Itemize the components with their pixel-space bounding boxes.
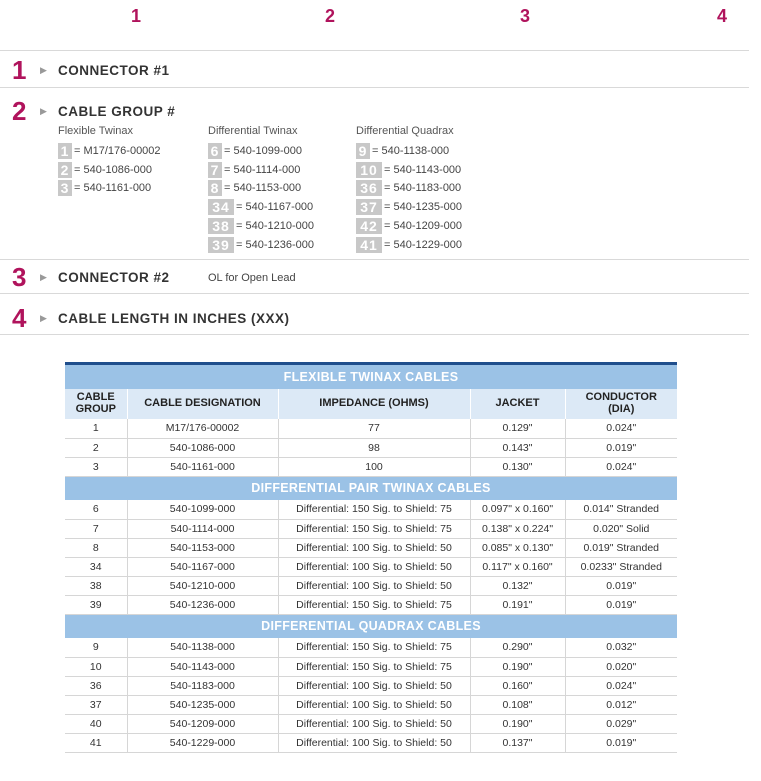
- table-cell: 36: [65, 676, 127, 695]
- group-tag: 8: [208, 180, 222, 196]
- table-cell: 34: [65, 557, 127, 576]
- group-heading-flexible-twinax: Flexible Twinax: [58, 125, 133, 137]
- table-cell: 0.012": [565, 695, 677, 714]
- table-cell: 0.129": [470, 419, 565, 438]
- group-tag: 38: [208, 218, 234, 234]
- column-header-jacket: JACKET: [470, 389, 565, 419]
- group-item: [356, 142, 449, 159]
- group-item-text: = 540-1229-000: [384, 238, 462, 251]
- group-item-text: = 540-1099-000: [224, 144, 302, 157]
- group-item: [356, 179, 461, 196]
- table-cell: Differential: 150 Sig. to Shield: 75: [278, 500, 470, 519]
- table-cell: Differential: 100 Sig. to Shield: 50: [278, 538, 470, 557]
- table-row: [65, 538, 677, 557]
- table-row: [65, 576, 677, 595]
- table-row: [65, 657, 677, 676]
- table-cell: 540-1209-000: [127, 714, 278, 733]
- table-cell: 0.014" Stranded: [565, 500, 677, 519]
- group-item: [208, 179, 301, 196]
- section-number: 3: [12, 262, 27, 292]
- group-tag: 41: [356, 237, 382, 253]
- group-item-text: = 540-1086-000: [74, 163, 152, 176]
- table-row: [65, 638, 677, 657]
- table-row: [65, 733, 677, 752]
- table-cell: 7: [65, 519, 127, 538]
- table-row: [65, 457, 677, 476]
- table-cell: 540-1099-000: [127, 500, 278, 519]
- column-number-bar: [0, 0, 761, 40]
- table-section-title: DIFFERENTIAL QUADRAX CABLES: [65, 614, 677, 638]
- group-tag: 2: [58, 162, 72, 178]
- open-lead-note: OL for Open Lead: [208, 272, 296, 284]
- table-cell: 540-1167-000: [127, 557, 278, 576]
- table-row: [65, 557, 677, 576]
- chevron-right-icon: ▶: [40, 65, 47, 75]
- table-cell: 540-1153-000: [127, 538, 278, 557]
- table-cell: Differential: 100 Sig. to Shield: 50: [278, 676, 470, 695]
- section-title: CONNECTOR #1: [58, 63, 170, 78]
- group-item: [356, 217, 462, 234]
- table-cell: 6: [65, 500, 127, 519]
- table-cell: 3: [65, 457, 127, 476]
- table-cell: 0.290": [470, 638, 565, 657]
- table-cell: Differential: 150 Sig. to Shield: 75: [278, 519, 470, 538]
- table-cell: 0.085" x 0.130": [470, 538, 565, 557]
- table-cell: 0.137": [470, 733, 565, 752]
- table-cell: 0.029": [565, 714, 677, 733]
- table-cell: 0.0233" Stranded: [565, 557, 677, 576]
- table-cell: 2: [65, 438, 127, 457]
- group-item-text: = 540-1161-000: [74, 181, 152, 194]
- column-number-4: 4: [717, 6, 728, 26]
- group-tag: 37: [356, 199, 382, 215]
- group-item-text: = 540-1235-000: [384, 200, 462, 213]
- column-number-2: 2: [325, 6, 336, 26]
- group-heading-differential-twinax: Differential Twinax: [208, 125, 298, 137]
- table-cell: 0.020": [565, 657, 677, 676]
- table-cell: 540-1161-000: [127, 457, 278, 476]
- chevron-right-icon: ▶: [40, 313, 47, 323]
- table-cell: 0.024": [565, 457, 677, 476]
- divider: [0, 293, 749, 294]
- group-tag: 6: [208, 143, 222, 159]
- table-cell: 0.190": [470, 657, 565, 676]
- group-item: [208, 217, 314, 234]
- table-cell: 0.019": [565, 576, 677, 595]
- group-tag: 42: [356, 218, 382, 234]
- divider: [0, 334, 749, 335]
- group-item: [58, 142, 161, 159]
- group-item-text: = 540-1236-000: [236, 238, 314, 251]
- table-cell: 0.019": [565, 438, 677, 457]
- table-cell: Differential: 100 Sig. to Shield: 50: [278, 695, 470, 714]
- group-item-text: = 540-1114-000: [224, 163, 301, 176]
- table-cell: 0.138" x 0.224": [470, 519, 565, 538]
- table-row: [65, 438, 677, 457]
- group-item: [58, 179, 151, 196]
- table-cell: 0.032": [565, 638, 677, 657]
- group-item-text: = 540-1210-000: [236, 219, 314, 232]
- table-cell: 0.097" x 0.160": [470, 500, 565, 519]
- group-item-text: = M17/176-00002: [74, 144, 161, 157]
- table-cell: M17/176-00002: [127, 419, 278, 438]
- group-tag: 36: [356, 180, 382, 196]
- table-cell: 98: [278, 438, 470, 457]
- group-item: [356, 161, 461, 178]
- group-tag: 3: [58, 180, 72, 196]
- table-cell: 540-1183-000: [127, 676, 278, 695]
- table-cell: 77: [278, 419, 470, 438]
- group-tag: 39: [208, 237, 234, 253]
- group-tag: 7: [208, 162, 222, 178]
- divider: [0, 87, 749, 88]
- table-cell: 40: [65, 714, 127, 733]
- column-header-cable-designation: CABLE DESIGNATION: [127, 389, 278, 419]
- table-cell: 37: [65, 695, 127, 714]
- group-item-text: = 540-1209-000: [384, 219, 462, 232]
- group-item: [58, 161, 152, 178]
- table-cell: 540-1236-000: [127, 595, 278, 614]
- column-number-3: 3: [520, 6, 531, 26]
- divider: [0, 259, 749, 260]
- table-cell: Differential: 100 Sig. to Shield: 50: [278, 733, 470, 752]
- table-cell: Differential: 150 Sig. to Shield: 75: [278, 657, 470, 676]
- table-cell: Differential: 100 Sig. to Shield: 50: [278, 714, 470, 733]
- table-cell: 540-1235-000: [127, 695, 278, 714]
- table-cell: 0.190": [470, 714, 565, 733]
- table-cell: Differential: 150 Sig. to Shield: 75: [278, 595, 470, 614]
- chevron-right-icon: ▶: [40, 106, 47, 116]
- section-number: 2: [12, 96, 27, 126]
- table-row: [65, 500, 677, 519]
- table-cell: Differential: 100 Sig. to Shield: 50: [278, 576, 470, 595]
- group-tag: 9: [356, 143, 370, 159]
- section-title: CONNECTOR #2: [58, 270, 170, 285]
- table-cell: 0.143": [470, 438, 565, 457]
- cable-spec-table: [65, 362, 677, 753]
- table-cell: 540-1210-000: [127, 576, 278, 595]
- group-item: [208, 236, 314, 253]
- table-cell: 540-1143-000: [127, 657, 278, 676]
- group-item-text: = 540-1183-000: [384, 181, 462, 194]
- section-number: 1: [12, 55, 27, 85]
- table-row: [65, 695, 677, 714]
- table-section-title: DIFFERENTIAL PAIR TWINAX CABLES: [65, 476, 677, 500]
- section-title: CABLE GROUP #: [58, 104, 176, 119]
- column-header-impedance: IMPEDANCE (OHMS): [278, 389, 470, 419]
- table-cell: 8: [65, 538, 127, 557]
- table-row: [65, 519, 677, 538]
- table-cell: 39: [65, 595, 127, 614]
- table-cell: 9: [65, 638, 127, 657]
- table-cell: 0.019": [565, 733, 677, 752]
- table-section-title: FLEXIBLE TWINAX CABLES: [65, 365, 677, 389]
- group-item-text: = 540-1143-000: [384, 163, 462, 176]
- table-cell: 0.160": [470, 676, 565, 695]
- section-number: 4: [12, 303, 27, 333]
- group-item: [208, 198, 313, 215]
- table-cell: 41: [65, 733, 127, 752]
- table-cell: 100: [278, 457, 470, 476]
- group-item-text: = 540-1167-000: [236, 200, 314, 213]
- table-cell: 0.020" Solid: [565, 519, 677, 538]
- chevron-right-icon: ▶: [40, 272, 47, 282]
- table-cell: 0.019" Stranded: [565, 538, 677, 557]
- column-number-1: 1: [131, 6, 142, 26]
- group-item-text: = 540-1138-000: [372, 144, 450, 157]
- table-cell: 0.024": [565, 419, 677, 438]
- table-cell: Differential: 100 Sig. to Shield: 50: [278, 557, 470, 576]
- group-tag: 10: [356, 162, 382, 178]
- group-item: [208, 142, 302, 159]
- table-cell: 0.130": [470, 457, 565, 476]
- table-row: [65, 595, 677, 614]
- table-cell: Differential: 150 Sig. to Shield: 75: [278, 638, 470, 657]
- divider: [0, 50, 749, 51]
- table-cell: 1: [65, 419, 127, 438]
- table-cell: 10: [65, 657, 127, 676]
- table-cell: 540-1114-000: [127, 519, 278, 538]
- group-item: [356, 236, 462, 253]
- table-cell: 0.132": [470, 576, 565, 595]
- table-cell: 0.024": [565, 676, 677, 695]
- table-cell: 540-1086-000: [127, 438, 278, 457]
- table-cell: 38: [65, 576, 127, 595]
- table-cell: 0.019": [565, 595, 677, 614]
- table-row: [65, 714, 677, 733]
- table-row: [65, 419, 677, 438]
- column-header-cable-group: CABLE GROUP: [65, 389, 127, 419]
- table-cell: 540-1138-000: [127, 638, 278, 657]
- table-cell: 0.117" x 0.160": [470, 557, 565, 576]
- table-row: [65, 676, 677, 695]
- table-cell: 540-1229-000: [127, 733, 278, 752]
- group-tag: 1: [58, 143, 72, 159]
- table-cell: 0.108": [470, 695, 565, 714]
- section-title: CABLE LENGTH IN INCHES (XXX): [58, 311, 290, 326]
- group-item-text: = 540-1153-000: [224, 181, 302, 194]
- column-header-conductor: CONDUCTOR (DIA): [565, 389, 677, 419]
- group-item: [356, 198, 462, 215]
- group-tag: 34: [208, 199, 234, 215]
- group-heading-differential-quadrax: Differential Quadrax: [356, 125, 454, 137]
- group-item: [208, 161, 300, 178]
- table-cell: 0.191": [470, 595, 565, 614]
